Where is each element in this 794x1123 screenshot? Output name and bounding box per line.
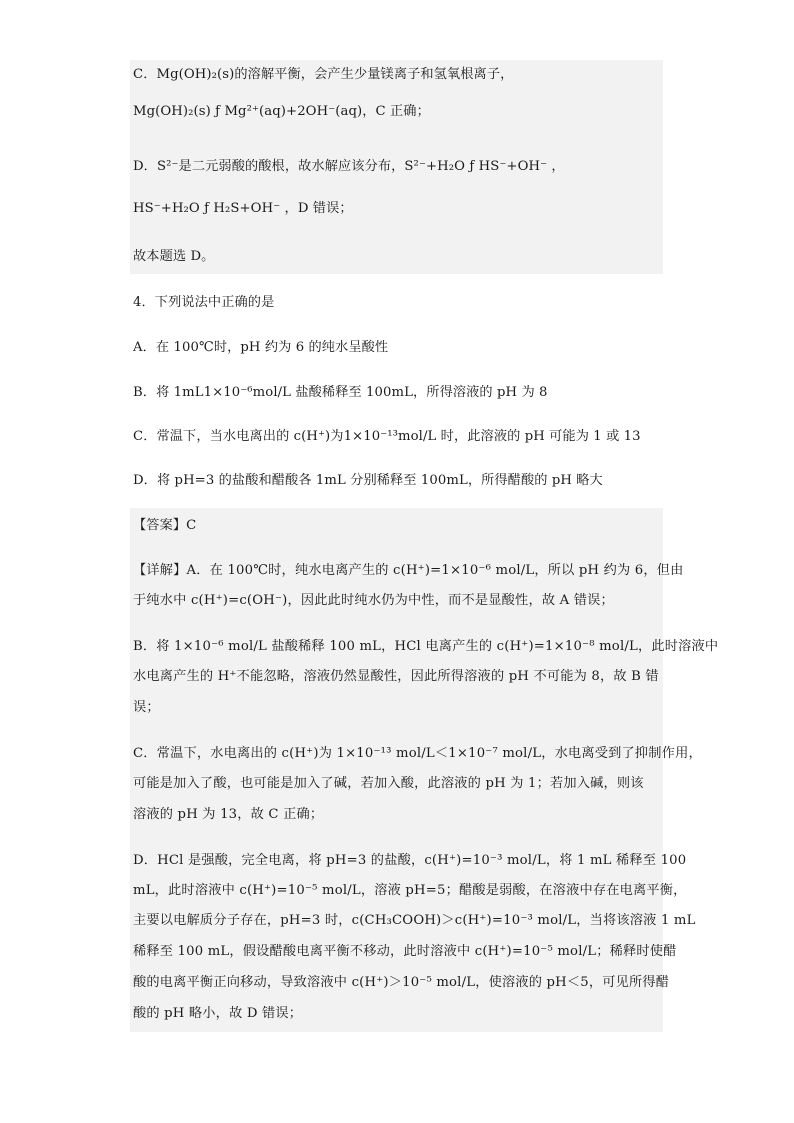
question4-stem: 4．下列说法中正确的是 bbox=[133, 295, 275, 310]
explanation-b-line3: 误； bbox=[133, 700, 160, 715]
explanation-d-line6: 酸的 pH 略小，故 D 错误； bbox=[133, 1006, 303, 1021]
explanation-a-line2: 于纯水中 c(H⁺)=c(OH⁻)，因此此时纯水仍为中性，而不是显酸性，故 A 错误； bbox=[133, 593, 614, 608]
explanation-b-line2: 水电离产生的 H⁺不能忽略，溶液仍然显酸性，因此所得溶液的 pH 不可能为 8，故 B 错 bbox=[133, 669, 659, 684]
prev-c-line1: C．Mg(OH)₂(s)的溶解平衡，会产生少量镁离子和氢氧根离子， bbox=[133, 67, 514, 82]
explanation-d-line3: 主要以电解质分子存在，pH=3 时，c(CH₃COOH)＞c(H⁺)=10⁻³ mol/L，当将该溶液 1 mL bbox=[133, 913, 696, 928]
explanation-c-line1: C．常温下，水电离出的 c(H⁺)为 1×10⁻¹³ mol/L＜1×10⁻⁷ mol/L，水电离受到了抑制作用， bbox=[133, 746, 702, 761]
explanation-b-line1: B．将 1×10⁻⁶ mol/L 盐酸稀释 100 mL，HCl 电离产生的 c(H⁺)=1×10⁻⁸ mol/L，此时溶液中 bbox=[133, 639, 719, 654]
explanation-d-line5: 酸的电离平衡正向移动，导致溶液中 c(H⁺)＞10⁻⁵ mol/L，使溶液的 pH＜5，可见所得醋 bbox=[133, 975, 670, 990]
question4-option-d: D．将 pH=3 的盐酸和醋酸各 1mL 分别稀释至 100mL，所得醋酸的 pH 略大 bbox=[133, 473, 603, 488]
explanation-d-line1: D．HCl 是强酸，完全电离，将 pH=3 的盐酸，c(H⁺)=10⁻³ mol/L，将 1 mL 稀释至 100 bbox=[133, 853, 687, 868]
answer-line: 【答案】C bbox=[133, 518, 197, 533]
prev-c-equation: Mg(OH)₂(s) ƒ Mg²⁺(aq)+2OH⁻(aq)，C 正确； bbox=[133, 104, 430, 119]
explanation-a-line1: 【详解】A．在 100℃时，纯水电离产生的 c(H⁺)=1×10⁻⁶ mol/L，所以 pH 约为 6，但由 bbox=[133, 563, 684, 578]
question4-option-a: A．在 100℃时，pH 约为 6 的纯水呈酸性 bbox=[133, 340, 389, 355]
prev-conclusion: 故本题选 D。 bbox=[133, 249, 215, 264]
explanation-c-line2: 可能是加入了酸，也可能是加入了碱，若加入酸，此溶液的 pH 为 1；若加入碱，则该 bbox=[133, 776, 644, 791]
prev-d-line1: D．S²⁻是二元弱酸的酸根，故水解应该分布，S²⁻+H₂O ƒ HS⁻+OH⁻ ， bbox=[133, 159, 565, 174]
explanation-d-line2: mL，此时溶液中 c(H⁺)=10⁻⁵ mol/L，溶液 pH=5；醋酸是弱酸，在溶液中存在电离平衡， bbox=[133, 883, 687, 898]
question4-option-c: C．常温下，当水电离出的 c(H⁺)为1×10⁻¹³mol/L 时，此溶液的 pH 可能为 1 或 13 bbox=[133, 429, 641, 444]
prev-d-equation: HS⁻+H₂O ƒ H₂S+OH⁻ ，D 错误； bbox=[133, 201, 353, 216]
explanation-d-line4: 稀释至 100 mL，假设醋酸电离平衡不移动，此时溶液中 c(H⁺)=10⁻⁵ mol/L；稀释时使醋 bbox=[133, 944, 677, 959]
question4-option-b: B．将 1mL1×10⁻⁶mol/L 盐酸稀释至 100mL，所得溶液的 pH 为 8 bbox=[133, 385, 548, 400]
explanation-c-line3: 溶液的 pH 为 13，故 C 正确； bbox=[133, 807, 324, 822]
